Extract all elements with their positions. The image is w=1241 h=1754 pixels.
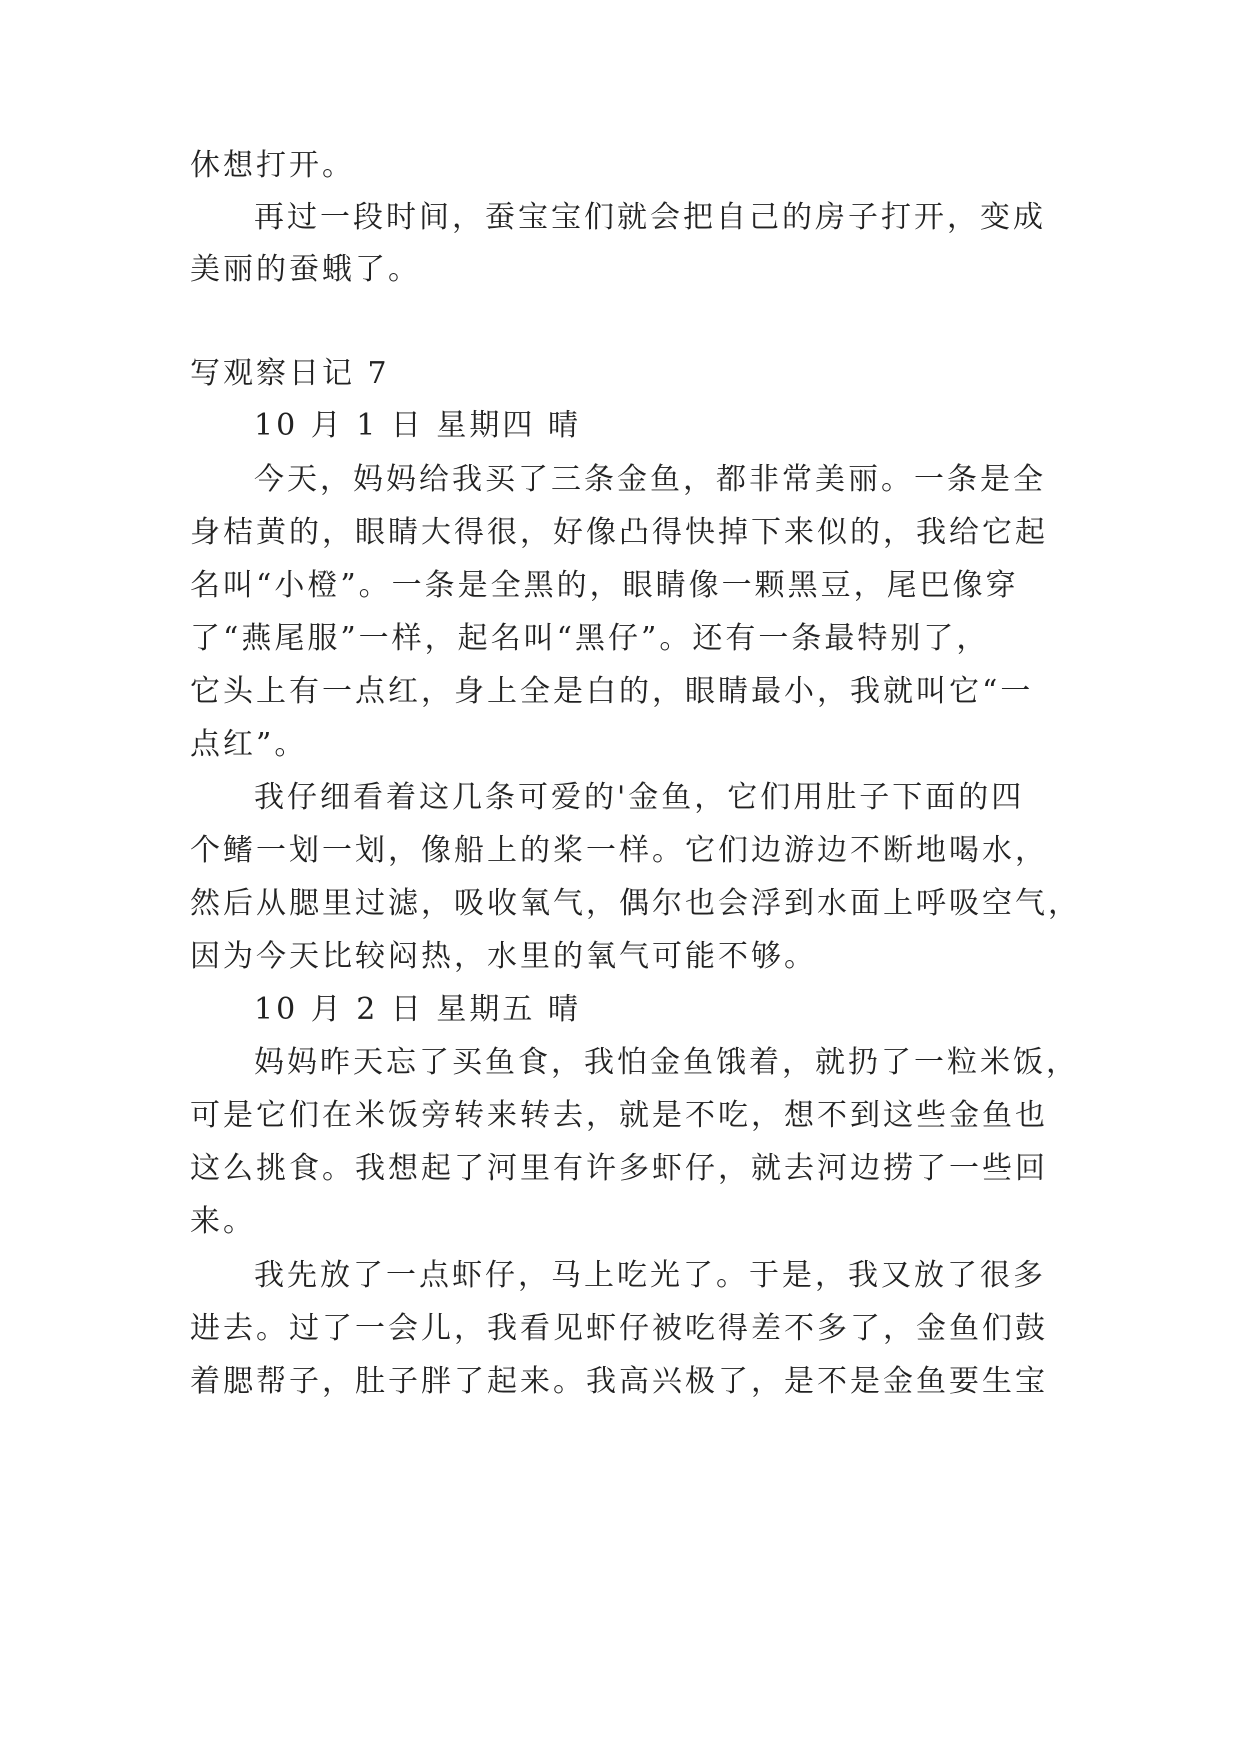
- text-line: 身桔黄的，眼睛大得很，好像凸得快掉下来似的，我给它起: [190, 515, 1048, 550]
- text-line: 名叫“小橙”。一条是全黑的，眼睛像一颗黑豆，尾巴像穿: [190, 568, 1019, 603]
- text-line: 个鳍一划一划，像船上的桨一样。它们边游边不断地喝水，: [190, 833, 1048, 868]
- text-line: 然后从腮里过滤，吸收氧气，偶尔也会浮到水面上呼吸空气，: [190, 886, 1081, 921]
- text-line: 今天，妈妈给我买了三条金鱼，都非常美丽。一条是全: [254, 462, 1046, 497]
- text-line: 再过一段时间，蚕宝宝们就会把自己的房子打开，变成: [254, 200, 1046, 235]
- diary-date: 10 月 2 日 星期五 晴: [254, 992, 581, 1027]
- text-line: 美丽的蚕蛾了。: [190, 252, 421, 287]
- text-line: 来。: [190, 1204, 256, 1239]
- diary-date: 10 月 1 日 星期四 晴: [254, 408, 581, 443]
- text-line: 这么挑食。我想起了河里有许多虾仔，就去河边捞了一些回: [190, 1151, 1048, 1186]
- text-line: 我先放了一点虾仔，马上吃光了。于是，我又放了很多: [254, 1258, 1046, 1293]
- section-heading: 写观察日记 7: [190, 356, 390, 391]
- text-line: 因为今天比较闷热，水里的氧气可能不够。: [190, 939, 817, 974]
- text-line: 妈妈昨天忘了买鱼食，我怕金鱼饿着，就扔了一粒米饭，: [254, 1045, 1079, 1080]
- text-line: 休想打开。: [190, 148, 355, 183]
- text-line: 可是它们在米饭旁转来转去，就是不吃，想不到这些金鱼也: [190, 1098, 1048, 1133]
- text-line: 点红”。: [190, 727, 308, 762]
- text-line: 着腮帮子，肚子胖了起来。我高兴极了，是不是金鱼要生宝: [190, 1364, 1048, 1399]
- text-line: 进去。过了一会儿，我看见虾仔被吃得差不多了，金鱼们鼓: [190, 1311, 1048, 1346]
- text-line: 我仔细看着这几条可爱的'金鱼，它们用肚子下面的四: [254, 780, 1025, 815]
- text-line: 它头上有一点红，身上全是白的，眼睛最小，我就叫它“一: [190, 674, 1034, 709]
- text-line: 了“燕尾服”一样，起名叫“黑仔”。还有一条最特别了，: [190, 621, 990, 656]
